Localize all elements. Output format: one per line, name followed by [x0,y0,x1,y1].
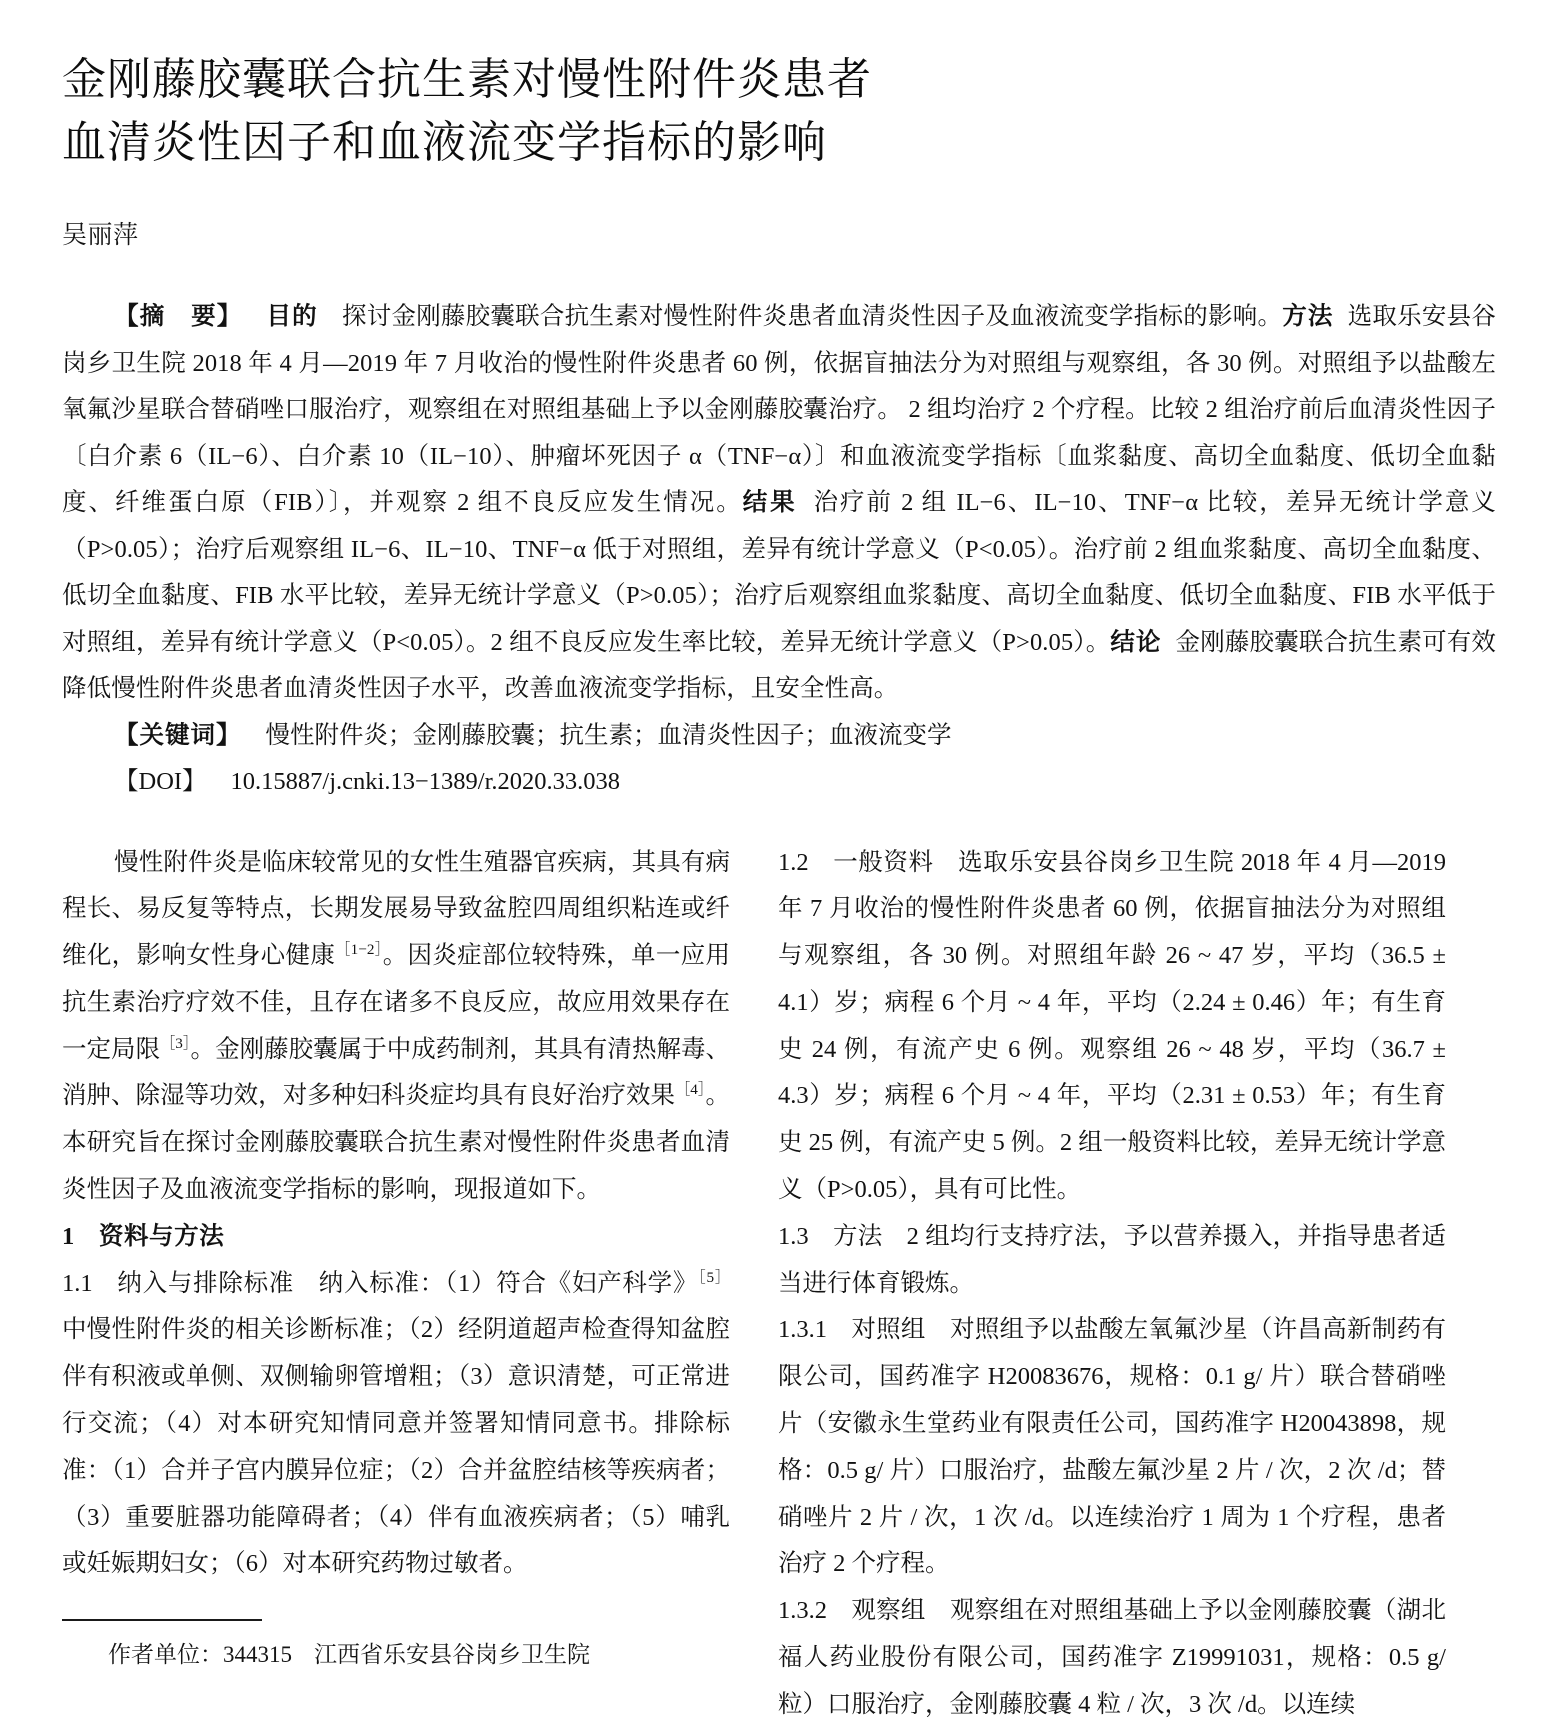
doi-line [62,759,1496,806]
reference-marker-1: ［1−2］ [335,940,383,958]
keywords-line [62,713,1496,760]
abstract-methods-label: 方法 [1282,303,1334,330]
abstract-objective-label: 目的 [266,303,318,330]
abstract-conclusion-text: 金刚藤胶囊联合抗生素可有效降低慢性附件炎患者血清炎性因子水平，改善血液流变学指标，且安全性高。 [62,628,1497,702]
page-title [62,40,1496,174]
footnote-block [62,1619,730,1673]
section-1-3-title: 方法 [832,1222,883,1250]
abstract-paragraph [62,294,1496,713]
footnote-postcode: 344315 [223,1642,292,1667]
section-1-2-number: 1.2 [778,848,809,876]
section-1-2-body: 选取乐安县谷岗乡卫生院 2018 年 4 月—2019 年 7 月收治的慢性附件炎患者 60 例，依据盲抽法分为对照组与观察组，各 30 例。对照组年龄 26 ~ 47 岁，平均（36.5 ± 4.1）岁；病程 6 个月 ~ 4 年，平均（2.24 ± 0.46）年；有生育史 24 例，有流产史 6 例。观察组 26 ~ 48 岁，平均（36.7 ± 4.3）岁；病程 6 个月 ~ 4 年，平均（2.31 ± 0.53）年；有生育史 25 例，有流产史 5 例。2 组一般资料比较，差异无统计学意义（P>0.05），具有可比性。 [778,848,1447,1204]
section-1-3-2-paragraph [778,1588,1446,1728]
body-columns [62,840,1496,1729]
section-1-1-paragraph [62,1261,730,1589]
author-name: 吴丽萍 [62,222,139,249]
footnote-divider [62,1619,262,1621]
section-1-2-paragraph [778,840,1446,1214]
left-column [62,840,730,1589]
abstract-conclusion-label: 结论 [1110,628,1162,656]
abstract-block [62,294,1496,713]
section-1-1-body-b: 中慢性附件炎的相关诊断标准；（2）经阴道超声检查得知盆腔伴有积液或单侧、双侧输卵管增粗；（3）意识清楚，可正常进行交流；（4）对本研究知情同意并签署知情同意书。排除标准：（1）合并子宫内膜异位症；（2）合并盆腔结核等疾病者；（3）重要脏器功能障碍者；（4）伴有血液疾病者；（5）哺乳或妊娠期妇女；（6）对本研究药物过敏者。 [62,1316,730,1578]
section-1-3-2-number: 1.3.2 [778,1597,827,1625]
abstract-methods-text: 选取乐安县谷岗乡卫生院 2018 年 4 月—2019 年 7 月收治的慢性附件炎患者 60 例，依据盲抽法分为对照组与观察组，各 30 例。对照组予以盐酸左氧氟沙星联合替硝唑口服治疗，观察组在对照组基础上予以金刚藤胶囊治疗。 2 组均治疗 2 个疗程。比较 2 组治疗前后血清炎性因子〔白介素 6（IL−6）、白介素 10（IL−10）、肿瘤坏死因子 α（TNF−α）〕和血液流变学指标〔血浆黏度、高切全血黏度、低切全血黏度、纤维蛋白原（FIB）〕，并观察 2 组不良反应发生情况。 [62,303,1497,516]
section-1-1-title: 纳入与排除标准 [116,1269,295,1297]
section-1-3-2-body: 观察组在对照组基础上予以金刚藤胶囊（湖北福人药业股份有限公司，国药准字 Z19991031，规格：0.5 g/ 粒）口服治疗，金刚藤胶囊 4 粒 / 次，3 次 /d。以连续 [778,1597,1446,1718]
section-1-heading [62,1214,730,1261]
abstract-label: 【摘 要】 [114,303,243,330]
reference-marker-5: ［5］ [698,1268,731,1286]
abstract-results-text: 治疗前 2 组 IL−6、IL−10、TNF−α 比较，差异无统计学意义（P>0.05）；治疗后观察组 IL−6、IL−10、TNF−α 低于对照组，差异有统计学意义（P<0.05）。治疗前 2 组血浆黏度、高切全血黏度、低切全血黏度、FIB 水平比较，差异无统计学意义（P>0.05）；治疗后观察组血浆黏度、高切全血黏度、低切全血黏度、FIB 水平低于对照组，差异有统计学意义（P<0.05）。2 组不良反应发生率比较，差异无统计学意义（P>0.05）。 [62,489,1497,656]
section-1-3-body: 2 组均行支持疗法，予以营养摄入，并指导患者适当进行体育锻炼。 [778,1222,1446,1297]
section-1-3-paragraph [778,1214,1446,1308]
section-1-3-number: 1.3 [778,1222,809,1250]
title-line-2: 血清炎性因子和血液流变学指标的影响 [62,118,827,167]
footnote-label: 作者单位： [108,1642,223,1667]
reference-marker-2: ［3］ [160,1034,191,1052]
section-1-1-body-a: 纳入标准：（1）符合《妇产科学》 [318,1269,699,1297]
section-1-3-1-number: 1.3.1 [778,1316,827,1344]
section-1-3-2-title: 观察组 [851,1597,926,1625]
doi-value: 10.15887/j.cnki.13−1389/r.2020.33.038 [230,768,621,795]
intro-text-3: 。金刚藤胶囊属于中成药制剂，其具有清热解毒、消肿、除湿等功效，对多种妇科炎症均具有良好治疗效果 [62,1035,731,1110]
intro-paragraph [62,840,730,1214]
section-1-3-1-title: 对照组 [851,1316,926,1344]
title-line-1: 金刚藤胶囊联合抗生素对慢性附件炎患者 [62,55,872,104]
footnote-affiliation: 江西省乐安县谷岗乡卫生院 [314,1642,590,1667]
section-1-1-number: 1.1 [62,1269,93,1297]
doi-label: 【DOI】 [114,768,207,795]
intro-text-1: 慢性附件炎是临床较常见的女性生殖器官疾病，其具有病程长、易反复等特点，长期发展易导致盆腔四周组织粘连或纤维化，影响女性身心健康 [62,848,730,970]
affiliation-footnote [62,1637,730,1673]
abstract-objective-text: 探讨金刚藤胶囊联合抗生素对慢性附件炎患者血清炎性因子及血液流变学指标的影响。 [341,303,1283,330]
keywords-text: 慢性附件炎；金刚藤胶囊；抗生素；血清炎性因子；血液流变学 [265,721,952,749]
intro-text-2: 。因炎症部位较特殊，单一应用抗生素治疗疗效不佳，且存在诸多不良反应，故应用效果存在一定局限 [62,942,730,1063]
section-1-2-title: 一般资料 [832,848,934,876]
section-1-title: 资料与方法 [98,1222,225,1250]
right-column [778,840,1446,1729]
section-1-number: 1 [62,1222,75,1250]
section-1-3-1-body: 对照组予以盐酸左氧氟沙星（许昌高新制药有限公司，国药准字 H20083676，规格：0.1 g/ 片）联合替硝唑片（安徽永生堂药业有限责任公司，国药准字 H20043898，规格：0.5 g/ 片）口服治疗，盐酸左氟沙星 2 片 / 次，2 次 /d；替硝唑片 2 片 / 次，1 次 /d。以连续治疗 1 周为 1 个疗程，患者治疗 2 个疗程。 [778,1316,1446,1578]
section-1-3-1-paragraph [778,1307,1446,1588]
reference-marker-3: ［4］ [675,1081,706,1099]
intro-text-4: 。本研究旨在探讨金刚藤胶囊联合抗生素对慢性附件炎患者血清炎性因子及血液流变学指标的影响，现报道如下。 [62,1082,731,1204]
keywords-label: 【关键词】 [114,721,242,749]
abstract-results-label: 结果 [742,489,798,516]
